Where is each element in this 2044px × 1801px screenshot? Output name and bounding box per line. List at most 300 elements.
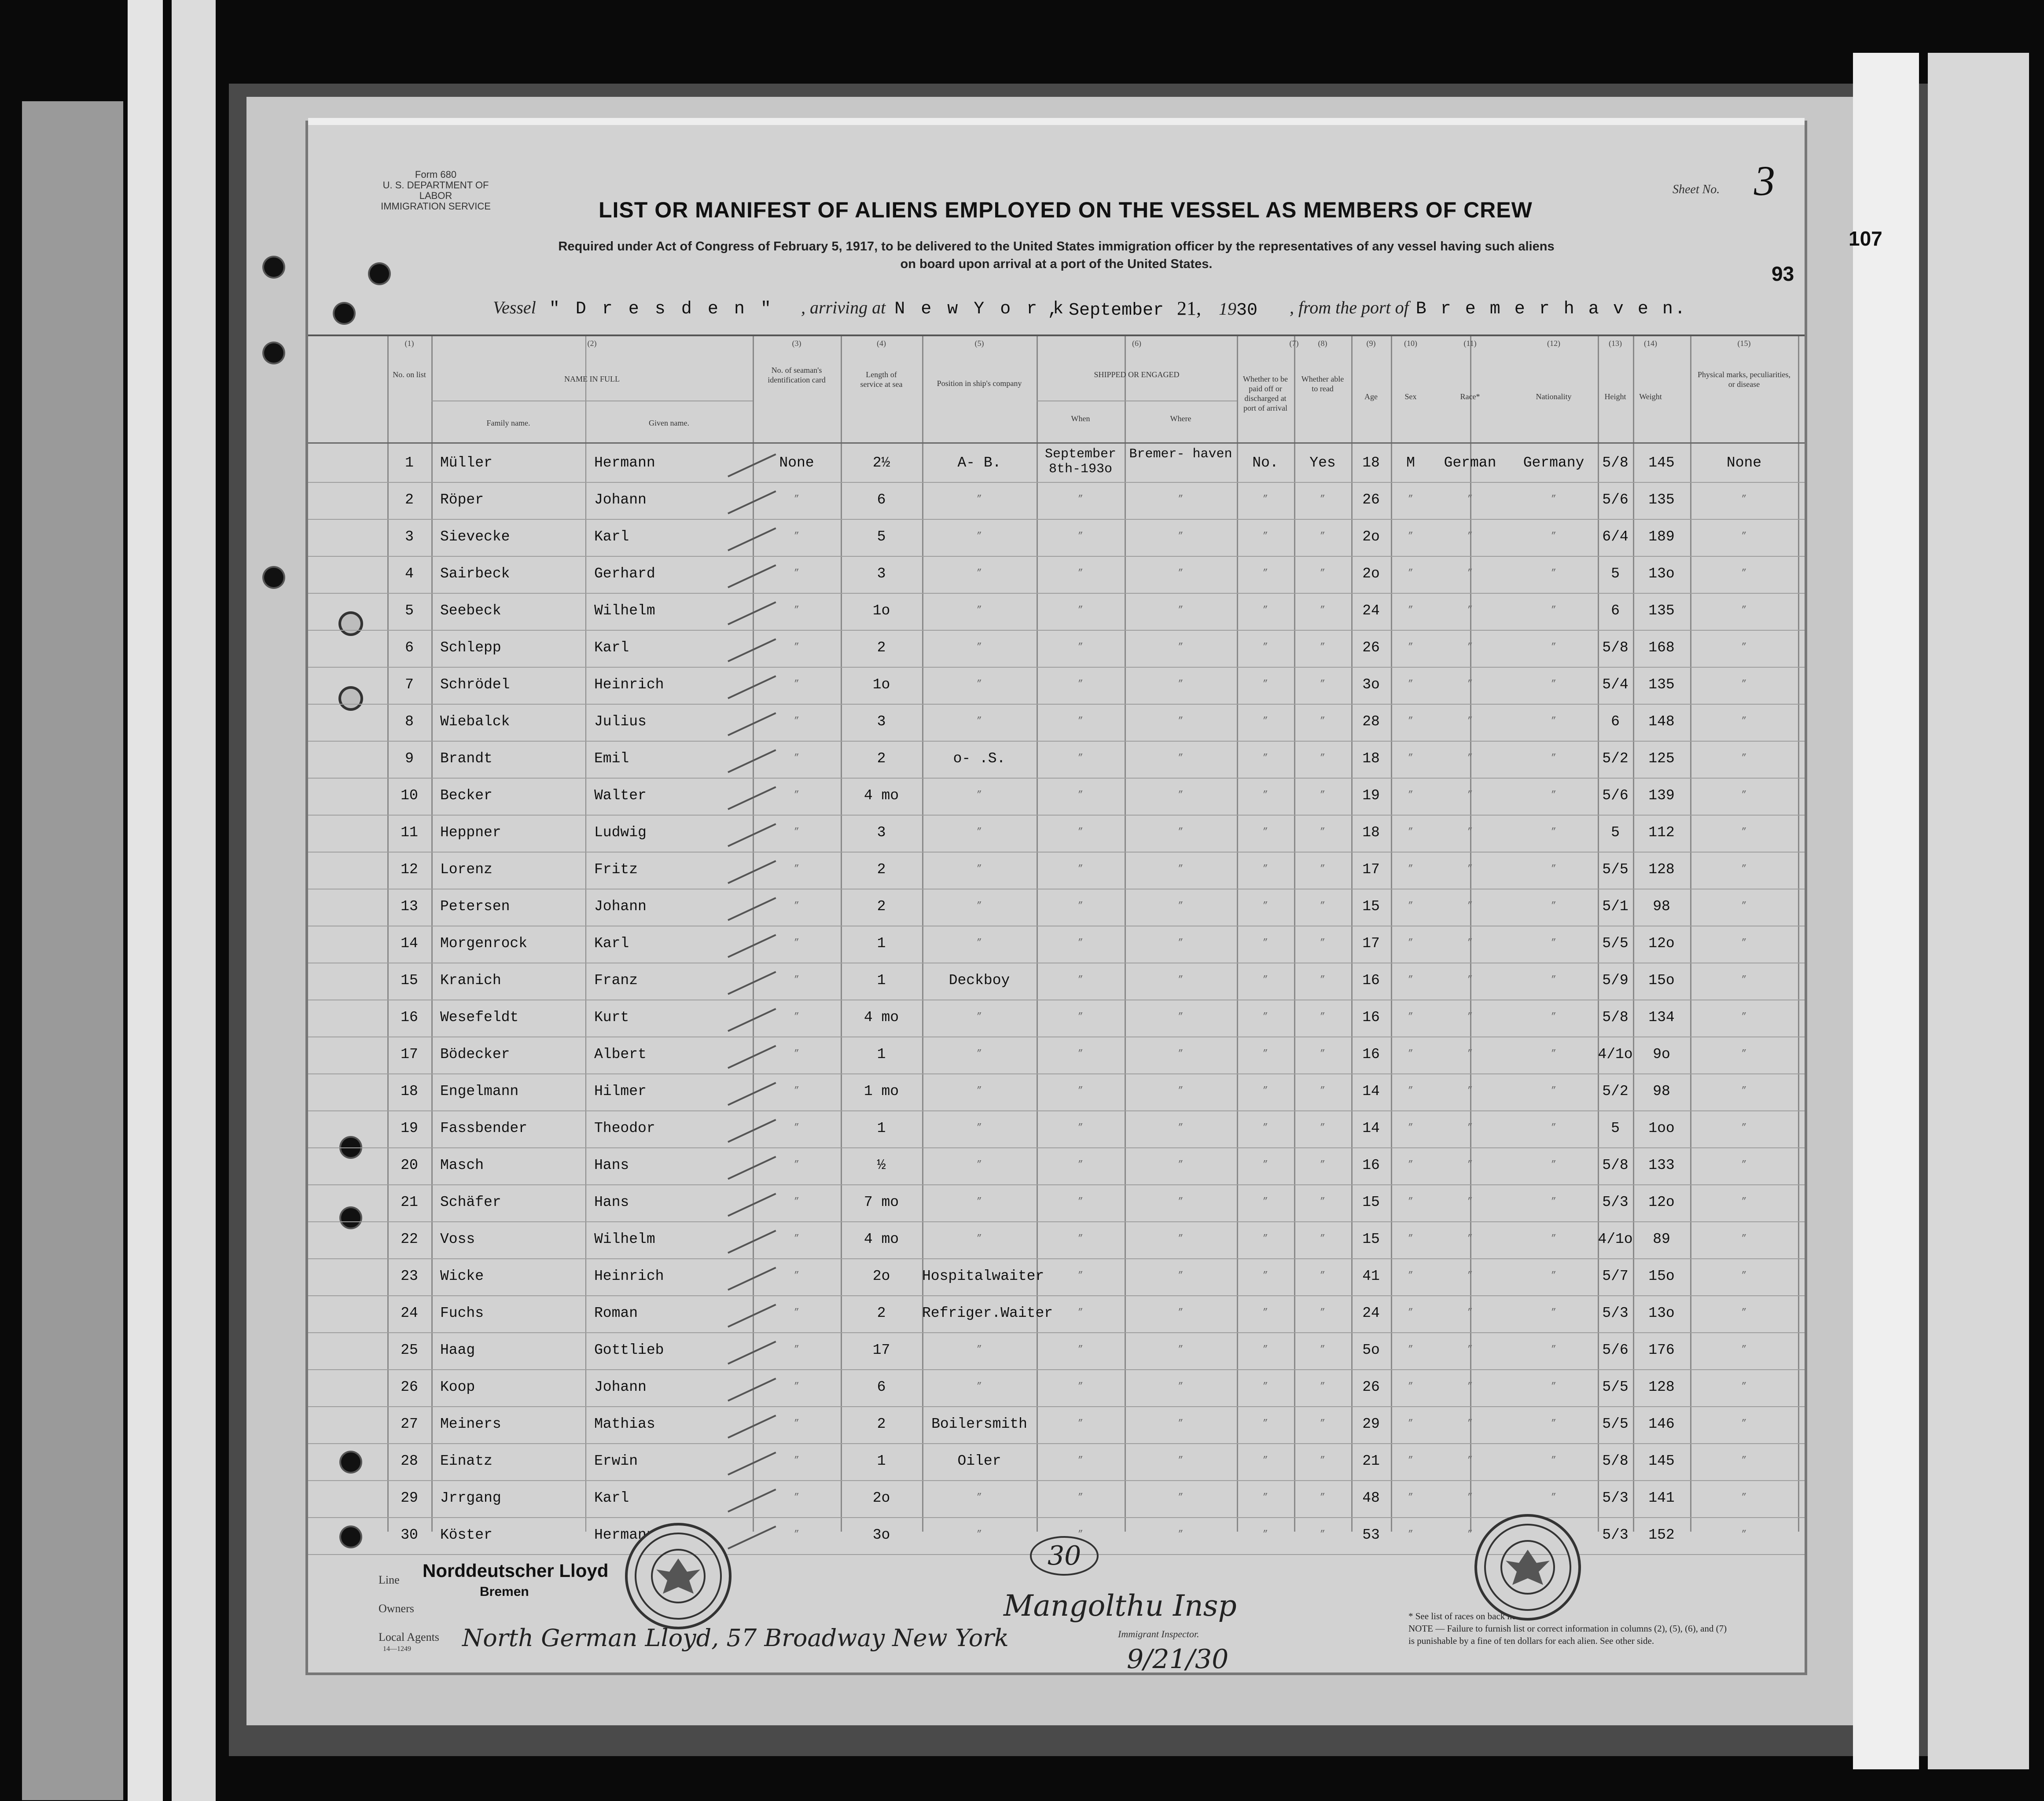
local-agents-label: Local Agents xyxy=(379,1631,439,1643)
cell-given: Erwin xyxy=(594,1453,638,1469)
cell-weight: 135 xyxy=(1648,603,1675,619)
cell-height: 5 xyxy=(1611,1120,1620,1136)
table-row xyxy=(308,632,1805,669)
background-sheet-left xyxy=(22,101,123,1800)
cell-position: ” xyxy=(976,1086,982,1096)
cell-nat: ” xyxy=(1551,642,1556,652)
cell-paid: ” xyxy=(1262,679,1268,689)
cell-position: A- B. xyxy=(957,455,1001,471)
cell-paid: ” xyxy=(1262,1529,1268,1540)
margin-number-second: 93 xyxy=(1772,262,1794,285)
row-rule xyxy=(308,482,1805,483)
cell-where: ” xyxy=(1178,1123,1184,1133)
cell-where: ” xyxy=(1178,938,1184,948)
cell-paid: ” xyxy=(1262,642,1268,652)
cell-marks: ” xyxy=(1741,642,1747,652)
cell-where: ” xyxy=(1178,1308,1184,1318)
cell-service: 3 xyxy=(877,566,886,582)
cell-marks: ” xyxy=(1741,901,1747,911)
cell-age: 26 xyxy=(1362,640,1380,656)
cell-race: ” xyxy=(1467,1419,1473,1429)
arrival-month: , September xyxy=(1048,301,1164,320)
cell-marks: ” xyxy=(1741,790,1747,800)
cell-height: 5/3 xyxy=(1602,1194,1629,1210)
cell-id: ” xyxy=(794,827,799,837)
row-rule xyxy=(308,1406,1805,1407)
cell-sex: ” xyxy=(1408,494,1413,504)
cell-family: Wiebalck xyxy=(440,713,510,730)
header-bottom-rule xyxy=(308,442,1805,444)
cell-given: Fritz xyxy=(594,861,638,878)
cell-service: 1 xyxy=(877,1453,886,1469)
cell-no: 8 xyxy=(405,713,414,730)
cell-no: 19 xyxy=(401,1120,418,1136)
cell-id: ” xyxy=(794,1382,799,1392)
cell-age: 14 xyxy=(1362,1083,1380,1099)
cell-where: ” xyxy=(1178,1197,1184,1207)
from-label: , from the port of xyxy=(1290,298,1409,317)
cell-read: ” xyxy=(1320,790,1325,800)
cell-nat: ” xyxy=(1551,1197,1556,1207)
cell-race: ” xyxy=(1467,1197,1473,1207)
cell-read: ” xyxy=(1320,1456,1325,1466)
cell-age: 15 xyxy=(1362,1194,1380,1210)
cell-family: Röper xyxy=(440,492,484,508)
cell-when: ” xyxy=(1077,827,1083,837)
eagle-seal-icon xyxy=(1484,1523,1572,1611)
cell-age: 2o xyxy=(1362,566,1380,582)
cell-when: ” xyxy=(1077,1529,1083,1540)
cell-age: 3o xyxy=(1362,676,1380,693)
cell-position: ” xyxy=(976,1492,982,1503)
cell-where: ” xyxy=(1178,1234,1184,1244)
cell-no: 6 xyxy=(405,640,414,656)
form-department xyxy=(370,169,502,212)
cell-race: ” xyxy=(1467,864,1473,874)
table-row xyxy=(308,706,1805,742)
cell-when: ” xyxy=(1077,1197,1083,1207)
cell-marks: ” xyxy=(1741,1012,1747,1022)
cell-marks: ” xyxy=(1741,1160,1747,1170)
cell-paid: ” xyxy=(1262,1419,1268,1429)
cell-age: 17 xyxy=(1362,861,1380,878)
cell-service: 1o xyxy=(872,676,890,693)
cell-read: ” xyxy=(1320,864,1325,874)
cell-age: 28 xyxy=(1362,713,1380,730)
cell-given: Wilhelm xyxy=(594,1231,655,1247)
cell-paid: ” xyxy=(1262,1049,1268,1059)
cell-sex: ” xyxy=(1408,864,1413,874)
cell-given: Gerhard xyxy=(594,566,655,582)
arriving-line xyxy=(801,297,1066,319)
cell-marks: ” xyxy=(1741,938,1747,948)
cell-given: Johann xyxy=(594,1379,647,1395)
inspector-date: 9/21/30 xyxy=(1127,1644,1229,1675)
table-row xyxy=(308,521,1805,558)
cell-marks: ” xyxy=(1741,1492,1747,1503)
cell-age: 16 xyxy=(1362,1157,1380,1173)
cell-no: 1 xyxy=(405,455,414,471)
from-port-line xyxy=(1290,297,1687,319)
cell-service: 2½ xyxy=(872,455,890,471)
cell-when: ” xyxy=(1077,1234,1083,1244)
cell-service: 2o xyxy=(872,1268,890,1284)
cell-race: ” xyxy=(1467,1049,1473,1059)
cell-family: Kranich xyxy=(440,972,501,989)
fine-note-2: is punishable by a fine of ten dollars for each alien. See other side. xyxy=(1408,1636,1654,1646)
cell-age: 15 xyxy=(1362,898,1380,915)
cell-race: ” xyxy=(1467,938,1473,948)
cell-race: ” xyxy=(1467,1012,1473,1022)
cell-sex: ” xyxy=(1408,531,1413,541)
cell-marks: ” xyxy=(1741,605,1747,615)
cell-when: ” xyxy=(1077,1160,1083,1170)
cell-service: 2o xyxy=(872,1490,890,1506)
cell-position: ” xyxy=(976,1345,982,1355)
cell-no: 23 xyxy=(401,1268,418,1284)
cell-race: ” xyxy=(1467,605,1473,615)
cell-weight: 145 xyxy=(1648,1453,1675,1469)
table-row xyxy=(308,1371,1805,1408)
cell-marks: ” xyxy=(1741,568,1747,578)
cell-given: Hans xyxy=(594,1157,629,1173)
cell-race: ” xyxy=(1467,975,1473,985)
cell-age: 41 xyxy=(1362,1268,1380,1284)
cell-family: Jrrgang xyxy=(440,1490,501,1506)
vessel-line xyxy=(493,297,774,319)
cell-race: ” xyxy=(1467,679,1473,689)
cell-position: Deckboy xyxy=(948,972,1010,989)
cell-id: ” xyxy=(794,1012,799,1022)
cell-sex: ” xyxy=(1408,716,1413,726)
table-row xyxy=(308,1112,1805,1149)
row-rule xyxy=(308,667,1805,668)
cell-where: ” xyxy=(1178,1049,1184,1059)
cell-id: ” xyxy=(794,1345,799,1355)
cell-id: ” xyxy=(794,790,799,800)
cell-read: ” xyxy=(1320,753,1325,763)
shipping-line-city: Bremen xyxy=(480,1584,529,1599)
cell-marks: ” xyxy=(1741,1308,1747,1318)
cell-when: ” xyxy=(1077,753,1083,763)
cell-given: Johann xyxy=(594,898,647,915)
cell-when: ” xyxy=(1077,568,1083,578)
cell-id: ” xyxy=(794,1049,799,1059)
header-race: Race* xyxy=(1460,392,1480,401)
cell-where: ” xyxy=(1178,1382,1184,1392)
cell-sex: ” xyxy=(1408,568,1413,578)
cell-height: 4/1o xyxy=(1598,1231,1633,1247)
row-rule xyxy=(308,704,1805,705)
fine-note-1: NOTE — Failure to furnish list or correct information in columns (2), (5), (6), and (7) xyxy=(1408,1623,1727,1634)
col-number: (4) xyxy=(877,339,886,348)
cell-sex: ” xyxy=(1408,1086,1413,1096)
cell-nat: ” xyxy=(1551,1012,1556,1022)
table-row xyxy=(308,1149,1805,1186)
cell-weight: 9o xyxy=(1653,1046,1670,1062)
cell-nat: ” xyxy=(1551,1049,1556,1059)
cell-nat: ” xyxy=(1551,1308,1556,1318)
cell-read: ” xyxy=(1320,1308,1325,1318)
cell-when: ” xyxy=(1077,938,1083,948)
service-name: IMMIGRATION SERVICE xyxy=(381,201,491,212)
cell-position: Hospitalwaiter xyxy=(922,1268,1044,1284)
cell-given: Theodor xyxy=(594,1120,655,1136)
cell-age: 21 xyxy=(1362,1453,1380,1469)
cell-sex: ” xyxy=(1408,827,1413,837)
cell-age: 26 xyxy=(1362,1379,1380,1395)
row-rule xyxy=(308,1110,1805,1111)
cell-paid: ” xyxy=(1262,1234,1268,1244)
cell-read: ” xyxy=(1320,975,1325,985)
header-length-service: Length of service at sea xyxy=(860,370,903,389)
table-row xyxy=(308,595,1805,632)
cell-paid: ” xyxy=(1262,864,1268,874)
cell-service: 1o xyxy=(872,603,890,619)
cell-sex: ” xyxy=(1408,1492,1413,1503)
cell-when: ” xyxy=(1077,975,1083,985)
cell-when: ” xyxy=(1077,1492,1083,1503)
page-title: LIST OR MANIFEST OF ALIENS EMPLOYED ON THE VESSEL AS MEMBERS OF CREW xyxy=(599,198,1533,222)
date-line xyxy=(1048,297,1257,320)
cell-no: 9 xyxy=(405,750,414,767)
cell-read: ” xyxy=(1320,1271,1325,1281)
cell-sex: ” xyxy=(1408,1308,1413,1318)
col-number: (9) xyxy=(1366,339,1376,348)
cell-given: Emil xyxy=(594,750,629,767)
cell-service: 3 xyxy=(877,713,886,730)
cell-nat: Germany xyxy=(1523,455,1584,471)
cell-height: 5 xyxy=(1611,566,1620,582)
cell-height: 5/5 xyxy=(1602,1416,1629,1432)
cell-height: 5/4 xyxy=(1602,676,1629,693)
cell-sex: ” xyxy=(1408,1456,1413,1466)
cell-marks: ” xyxy=(1741,716,1747,726)
cell-family: Sievecke xyxy=(440,529,510,545)
cell-family: Voss xyxy=(440,1231,475,1247)
table-row xyxy=(308,779,1805,816)
cell-nat: ” xyxy=(1551,1271,1556,1281)
cell-id: ” xyxy=(794,642,799,652)
cell-where: Bremer- haven xyxy=(1129,447,1232,462)
cell-sex: ” xyxy=(1408,1197,1413,1207)
cell-marks: ” xyxy=(1741,1382,1747,1392)
header-physical: Physical marks, peculiarities, or disease xyxy=(1698,370,1790,389)
cell-given: Franz xyxy=(594,972,638,989)
cell-read: ” xyxy=(1320,1492,1325,1503)
row-rule xyxy=(308,593,1805,594)
cell-where: ” xyxy=(1178,679,1184,689)
cell-given: Gottlieb xyxy=(594,1342,664,1358)
cell-where: ” xyxy=(1178,1086,1184,1096)
cell-age: 17 xyxy=(1362,935,1380,952)
total-count-stamp: 30 xyxy=(1030,1536,1099,1576)
cell-nat: ” xyxy=(1551,1492,1556,1503)
table-row xyxy=(308,890,1805,927)
cell-id: ” xyxy=(794,901,799,911)
cell-weight: 15o xyxy=(1648,972,1675,989)
cell-family: Schrödel xyxy=(440,676,510,693)
cell-height: 5/3 xyxy=(1602,1305,1629,1321)
cell-weight: 133 xyxy=(1648,1157,1675,1173)
cell-read: ” xyxy=(1320,827,1325,837)
cell-id: ” xyxy=(794,938,799,948)
cell-nat: ” xyxy=(1551,568,1556,578)
cell-marks: ” xyxy=(1741,1086,1747,1096)
cell-when: ” xyxy=(1077,1308,1083,1318)
header-position: Position in ship's company xyxy=(937,379,1022,388)
cell-nat: ” xyxy=(1551,975,1556,985)
cell-weight: 128 xyxy=(1648,1379,1675,1395)
page-top-edge xyxy=(308,118,1805,125)
cell-read: ” xyxy=(1320,1419,1325,1429)
header-no-on-list: No. on list xyxy=(393,370,426,379)
table-row xyxy=(308,742,1805,779)
cell-when: ” xyxy=(1077,1049,1083,1059)
cell-given: Walter xyxy=(594,787,647,804)
cell-age: 16 xyxy=(1362,972,1380,989)
cell-no: 4 xyxy=(405,566,414,582)
cell-read: ” xyxy=(1320,1382,1325,1392)
cell-height: 5/8 xyxy=(1602,1453,1629,1469)
cell-when: ” xyxy=(1077,642,1083,652)
cell-sex: ” xyxy=(1408,975,1413,985)
cell-position: ” xyxy=(976,568,982,578)
cell-sex: ” xyxy=(1408,1160,1413,1170)
cell-given: Karl xyxy=(594,1490,629,1506)
cell-where: ” xyxy=(1178,901,1184,911)
subtitle-line-2: on board upon arrival at a port of the United States. xyxy=(900,257,1213,271)
cell-race: ” xyxy=(1467,1271,1473,1281)
cell-age: 18 xyxy=(1362,455,1380,471)
cell-where: ” xyxy=(1178,531,1184,541)
cell-position: ” xyxy=(976,605,982,615)
cell-weight: 176 xyxy=(1648,1342,1675,1358)
cell-family: Schlepp xyxy=(440,640,501,656)
cell-nat: ” xyxy=(1551,679,1556,689)
cell-sex: ” xyxy=(1408,1012,1413,1022)
cell-marks: ” xyxy=(1741,1456,1747,1466)
cell-no: 18 xyxy=(401,1083,418,1099)
row-rule xyxy=(308,815,1805,816)
cell-nat: ” xyxy=(1551,1382,1556,1392)
cell-service: 3 xyxy=(877,824,886,841)
cell-marks: ” xyxy=(1741,1419,1747,1429)
sheet-label: Sheet No. xyxy=(1673,183,1720,196)
cell-height: 5/6 xyxy=(1602,787,1629,804)
table-row xyxy=(308,853,1805,890)
cell-service: 1 xyxy=(877,972,886,989)
cell-read: ” xyxy=(1320,1086,1325,1096)
cell-where: ” xyxy=(1178,975,1184,985)
cell-family: Becker xyxy=(440,787,493,804)
cell-id: ” xyxy=(794,531,799,541)
cell-read: ” xyxy=(1320,1012,1325,1022)
cell-nat: ” xyxy=(1551,716,1556,726)
row-rule xyxy=(308,1258,1805,1259)
cell-id: ” xyxy=(794,716,799,726)
cell-race: ” xyxy=(1467,531,1473,541)
header-sex: Sex xyxy=(1404,392,1417,401)
cell-sex: ” xyxy=(1408,1529,1413,1540)
cell-position: ” xyxy=(976,1123,982,1133)
department-name: U. S. DEPARTMENT OF LABOR xyxy=(382,180,489,201)
cell-paid: ” xyxy=(1262,1492,1268,1503)
cell-given: Roman xyxy=(594,1305,638,1321)
cell-position: ” xyxy=(976,494,982,504)
col-number: (6) xyxy=(1132,339,1141,348)
cell-nat: ” xyxy=(1551,790,1556,800)
binder-hole xyxy=(264,343,283,363)
cell-position: ” xyxy=(976,679,982,689)
cell-height: 5/6 xyxy=(1602,492,1629,508)
cell-family: Fuchs xyxy=(440,1305,484,1321)
cell-age: 5o xyxy=(1362,1342,1380,1358)
cell-age: 14 xyxy=(1362,1120,1380,1136)
col-number: (13) xyxy=(1609,339,1622,348)
cell-when: ” xyxy=(1077,1271,1083,1281)
cell-family: Meiners xyxy=(440,1416,501,1432)
background-sheet-right xyxy=(1928,53,2029,1769)
cell-race: ” xyxy=(1467,568,1473,578)
cell-height: 5/8 xyxy=(1602,640,1629,656)
cell-family: Masch xyxy=(440,1157,484,1173)
cell-position: Refriger.Waiter xyxy=(922,1305,1053,1321)
cell-position: ” xyxy=(976,827,982,837)
cell-service: 4 mo xyxy=(864,787,899,804)
cell-sex: M xyxy=(1406,455,1415,471)
cell-family: Sairbeck xyxy=(440,566,510,582)
cell-no: 7 xyxy=(405,676,414,693)
cell-sex: ” xyxy=(1408,605,1413,615)
cell-where: ” xyxy=(1178,790,1184,800)
cell-no: 20 xyxy=(401,1157,418,1173)
cell-no: 5 xyxy=(405,603,414,619)
cell-given: Karl xyxy=(594,935,629,952)
cell-race: ” xyxy=(1467,1123,1473,1133)
col-number: (12) xyxy=(1547,339,1560,348)
cell-height: 5/1 xyxy=(1602,898,1629,915)
cell-where: ” xyxy=(1178,1160,1184,1170)
cell-service: 4 mo xyxy=(864,1231,899,1247)
cell-no: 15 xyxy=(401,972,418,989)
crew-table xyxy=(308,334,1805,1543)
table-row xyxy=(308,1038,1805,1075)
cell-read: ” xyxy=(1320,1160,1325,1170)
cell-id: ” xyxy=(794,864,799,874)
cell-paid: ” xyxy=(1262,1456,1268,1466)
cell-read: ” xyxy=(1320,531,1325,541)
row-rule xyxy=(308,1147,1805,1148)
cell-no: 28 xyxy=(401,1453,418,1469)
cell-nat: ” xyxy=(1551,827,1556,837)
cell-paid: ” xyxy=(1262,1345,1268,1355)
cell-weight: 13o xyxy=(1648,566,1675,582)
cell-where: ” xyxy=(1178,753,1184,763)
cell-id: ” xyxy=(794,753,799,763)
cell-height: 5/9 xyxy=(1602,972,1629,989)
col-number: (5) xyxy=(974,339,984,348)
arriving-label: , arriving at xyxy=(801,298,886,317)
cell-paid: ” xyxy=(1262,716,1268,726)
header-height: Height xyxy=(1604,392,1626,401)
cell-position: ” xyxy=(976,531,982,541)
row-rule xyxy=(308,1332,1805,1333)
cell-race: ” xyxy=(1467,790,1473,800)
cell-when: ” xyxy=(1077,716,1083,726)
cell-height: 5/5 xyxy=(1602,1379,1629,1395)
header-given-name: Given name. xyxy=(649,419,689,427)
